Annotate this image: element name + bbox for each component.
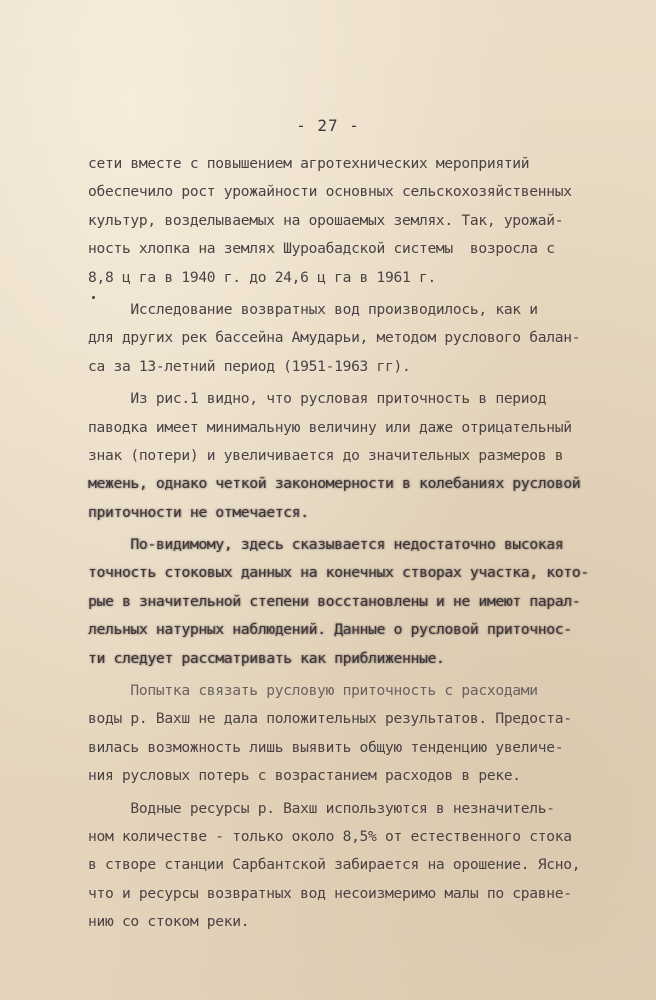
- text-line: обеспечило рост урожайности основных сельскохозяйственных: [88, 183, 572, 201]
- text-line: Исследование возвратных вод производилось, как и: [88, 300, 538, 318]
- text-line: приточности не отмечается.: [88, 503, 309, 521]
- text-line: межень, однако четкой закономерности в колебаниях русловой: [88, 475, 581, 493]
- text-line: культур, возделываемых на орошаемых землях. Так, урожай-: [88, 211, 564, 229]
- text-line: ном количестве - только около 8,5% от естественного стока: [88, 827, 572, 845]
- text-line: знак (потери) и увеличивается до значительных размеров в: [88, 446, 564, 464]
- text-line: са за 13-летний период (1951-1963 гг).: [88, 357, 411, 375]
- body-text: [88, 150, 608, 937]
- text-line: паводка имеет минимальную величину или даже отрицательный: [88, 418, 572, 436]
- text-line: в створе станции Сарбантской забирается на орошение. Ясно,: [88, 856, 581, 874]
- text-line: точность стоковых данных на конечных створах участка, кото-: [88, 564, 589, 582]
- text-line: Водные ресурсы р. Вахш используются в незначитель-: [88, 799, 555, 817]
- text-line: для других рек бассейна Амударьи, методом руслового балан-: [88, 329, 581, 347]
- text-line: 8,8 ц га в 1940 г. до 24,6 ц га в 1961 г.: [88, 268, 436, 286]
- text-line: ния русловых потерь с возрастанием расходов в реке.: [88, 767, 521, 785]
- text-line: воды р. Вахш не дала положительных результатов. Предоста-: [88, 710, 572, 728]
- text-line: ность хлопка на землях Шуроабадской системы возросла с: [88, 240, 555, 258]
- text-line: нию со стоком реки.: [88, 913, 250, 931]
- text-line: Попытка связать русловую приточность с расходами: [88, 682, 538, 700]
- text-line: По-видимому, здесь сказывается недостаточно высокая: [88, 536, 564, 554]
- page-number: - 27 -: [296, 116, 360, 135]
- text-line: вилась возможность лишь выявить общую тенденцию увеличе-: [88, 738, 564, 756]
- text-line: что и ресурсы возвратных вод несоизмеримо малы по сравне-: [88, 884, 572, 902]
- text-line: ти следует рассматривать как приближенные.: [88, 649, 445, 667]
- text-line: лельных натурных наблюдений. Данные о русловой приточнос-: [88, 621, 572, 639]
- text-line: Из рис.1 видно, что русловая приточность в период: [88, 390, 547, 408]
- text-line: сети вместе с повышением агротехнических мероприятий: [88, 155, 530, 172]
- text-line: рые в значительной степени восстановлены и не имеют парал-: [88, 592, 581, 610]
